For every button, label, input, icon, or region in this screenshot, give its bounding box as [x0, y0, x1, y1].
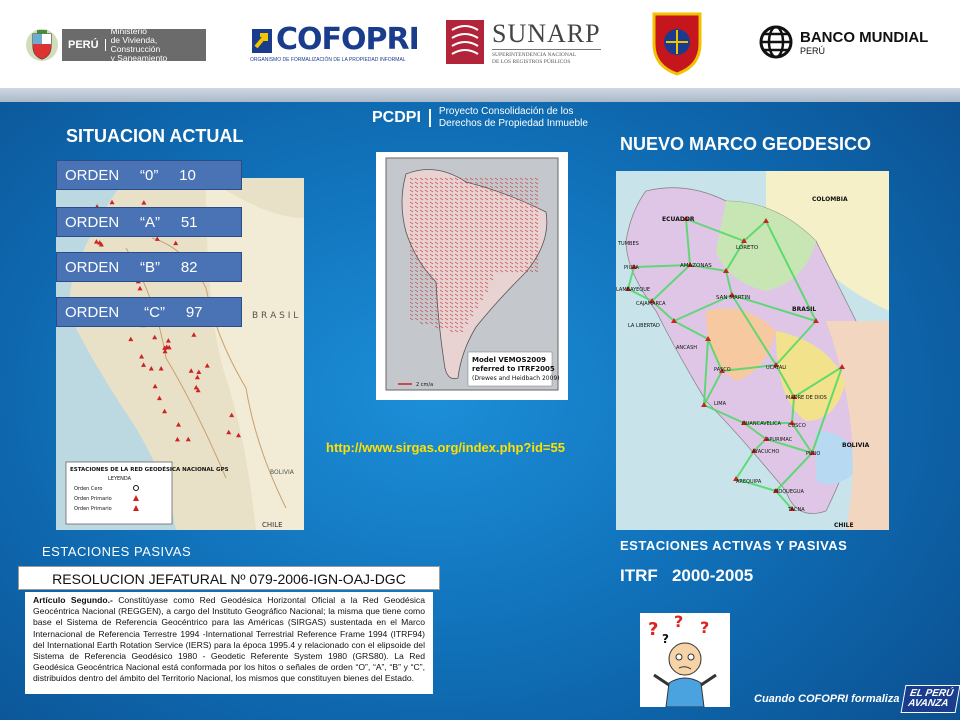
- confused-man-icon: [640, 613, 730, 707]
- map-label-lima: LIMA: [714, 401, 726, 407]
- estaciones-pasivas-caption: ESTACIONES PASIVAS: [42, 544, 192, 559]
- map-label-madre-de-dios: MADRE DE DIOS: [786, 395, 827, 401]
- map-label-la-libertad: LA LIBERTAD: [628, 323, 660, 329]
- map-label-huancavelica: HUANCAVELICA: [742, 421, 781, 427]
- map-legend-subtitle: LEYENDA: [108, 476, 132, 482]
- map-label-tacna: TACNA: [788, 507, 805, 513]
- cofopri-arrow-icon: [250, 25, 276, 55]
- pcdpi-acronym: PCDPI: [372, 109, 431, 127]
- estaciones-activas-caption: ESTACIONES ACTIVAS Y PASIVAS: [620, 538, 848, 553]
- peru-shield-icon: [24, 27, 60, 63]
- map-label-amazonas: AMAZONAS: [680, 263, 712, 269]
- map-label-loreto: LORETO: [736, 245, 759, 251]
- pcdpi-line: Derechos de Propiedad Inmueble: [438, 118, 588, 129]
- pcdpi-line: Proyecto Consolidación de los: [438, 106, 574, 117]
- ministerio-name: [106, 27, 206, 63]
- map-label-san-martin: SAN MARTIN: [716, 295, 751, 301]
- map-label-ancash: ANCASH: [676, 345, 698, 351]
- ministerio-vivienda-logo: [62, 26, 206, 63]
- map-legend-item: Orden Primario: [74, 496, 112, 502]
- situacion-actual-title: SITUACION ACTUAL: [66, 126, 244, 146]
- peru-active-network-map: [616, 171, 889, 530]
- map-label-piura: PIURA: [624, 265, 639, 271]
- svg-text:?: ?: [662, 632, 669, 646]
- map-label-chile: CHILE: [834, 522, 854, 529]
- article-body: Constitúyase como Red Geodésica Horizontal Oficial a la Red Geodésica Geocéntrica Nacional (REGGEN), a cargo del Instituto Geográfico Nacional; la misma que tiene como base el Sistema de Referencia Geocéntrico para las Américas (SIRGAS) sustentada en el Marco Internacional de Referencia Terrestre 1994 -International Terrestrial Reference Frame 1994 (ITRF94) del International Earth Rotation Service (IERS) para la época 1995.4 y relacionado con el elipsoide del Sistema de Referencia Geodésico 1980 - Geodetic Referente System 1980 (GRS80). La Red Geodésica Geocéntrica Nacional está conformada por los hitos o señales de orden “O”, “A”, “B” y “C”, distribuidos dentro del ámbito del Territorio Nacional, los mismos que constituyen bienes del Estado.: [33, 595, 425, 684]
- map-label-cusco: CUSCO: [788, 423, 806, 429]
- map-caption-line: referred to ITRF2005: [472, 365, 555, 373]
- map-label-brasil: BRASIL: [792, 306, 817, 313]
- map-label-lambayeque: LAMBAYEQUE: [616, 287, 651, 293]
- logo-peru-label: PERÚ: [62, 39, 106, 51]
- globe-icon: [758, 24, 794, 60]
- pcdpi-logo: [372, 106, 588, 130]
- svg-text:?: ?: [674, 613, 684, 631]
- map-label-ecuador: ECUADOR: [662, 216, 695, 223]
- sunarp-wordmark: SUNARP: [492, 18, 601, 48]
- peru-network-graphic: [616, 171, 889, 530]
- vemos2009-velocity-map: [376, 152, 568, 400]
- banco-mundial-logo: [758, 24, 928, 60]
- map-legend-item: Orden Primario: [74, 506, 112, 512]
- pcdpi-name: [431, 106, 588, 130]
- badge-line: AVANZA: [907, 698, 950, 709]
- map-label-tumbes: TUMBES: [618, 241, 639, 247]
- orden-c-box: ORDEN “C” 97: [56, 297, 242, 327]
- map-label-ucayali: UCAYALI: [766, 365, 787, 371]
- map-label-bolivia: BOLIVIA: [270, 469, 294, 476]
- cofopri-wordmark: COFOPRI: [276, 22, 419, 57]
- confused-man-clipart: [640, 613, 730, 707]
- sirgas-link[interactable]: http://www.sirgas.org/index.php?id=55: [326, 440, 565, 455]
- map-label-bolivia: BOLIVIA: [842, 442, 870, 449]
- article-heading: Artículo Segundo.-: [33, 595, 113, 605]
- map-label-puno: PUNO: [806, 451, 821, 457]
- svg-text:?: ?: [700, 618, 710, 637]
- map-label-chile: CHILE: [262, 521, 283, 529]
- sunarp-emblem-icon: [444, 18, 486, 66]
- resolucion-article-text: [25, 592, 433, 694]
- map-caption-line: (Drewes and Heidbach 2009): [472, 375, 560, 382]
- logo-header: [0, 0, 960, 88]
- map-label-colombia: COLOMBIA: [812, 196, 848, 203]
- scale-label: 2 cm/a: [416, 382, 434, 388]
- map-label-moquegua: MOQUEGUA: [774, 489, 804, 495]
- resolucion-jefatural-title: RESOLUCION JEFATURAL Nº 079-2006-IGN-OAJ-DGC: [18, 566, 440, 590]
- cofopri-subtitle: ORGANISMO DE FORMALIZACIÓN DE LA PROPIEDAD INFORMAL: [250, 57, 406, 63]
- sunarp-logo: [444, 18, 601, 66]
- map-caption-line: Model VEMOS2009: [472, 356, 547, 364]
- orden-b-box: ORDEN “B” 82: [56, 252, 242, 282]
- header-divider: [0, 88, 960, 102]
- cofopri-logo: [250, 22, 419, 63]
- ministerio-line: Ministerio: [110, 26, 147, 36]
- badge-line: EL PERÚ: [909, 688, 955, 699]
- map-label-cajamarca: CAJAMARCA: [636, 301, 666, 307]
- footer-slogan: [754, 685, 959, 713]
- nuevo-marco-geodesico-title: NUEVO MARCO GEODESICO: [620, 134, 872, 154]
- map-label-arequipa: AREQUIPA: [736, 479, 762, 485]
- ministerio-line: y Saneamiento: [110, 53, 168, 63]
- map-label-pasco: PASCO: [714, 367, 731, 373]
- orden-0-box: ORDEN “0” 10: [56, 160, 242, 190]
- svg-text:?: ?: [648, 619, 659, 640]
- banco-mundial-country: PERÚ: [800, 45, 826, 56]
- banco-mundial-wordmark: BANCO MUNDIAL: [800, 28, 929, 46]
- map-label-brasil: B R A S I L: [252, 311, 299, 321]
- sunarp-subtitle-line: DE LOS REGISTROS PÚBLICOS: [492, 58, 571, 65]
- sunarp-subtitle-line: SUPERINTENDENCIA NACIONAL: [492, 51, 577, 58]
- map-legend-item: Orden Cero: [74, 486, 103, 492]
- map-label-apurimac: APURIMAC: [766, 437, 793, 443]
- map-legend-title: ESTACIONES DE LA RED GEODÉSICA NACIONAL GPS: [70, 467, 229, 473]
- ign-shield-icon: [650, 10, 704, 76]
- itrf-label: ITRF 2000-2005: [620, 566, 754, 585]
- footer-text: Cuando COFOPRI formaliza: [754, 693, 900, 705]
- sunarp-subtitle: [492, 49, 601, 66]
- orden-a-box: ORDEN “A” 51: [56, 207, 242, 237]
- south-america-velocity-graphic: [376, 152, 568, 400]
- map-label-ayacucho: AYACUCHO: [752, 449, 780, 455]
- ministerio-line: de Vivienda, Construcción: [110, 35, 161, 54]
- el-peru-avanza-badge: [901, 685, 960, 713]
